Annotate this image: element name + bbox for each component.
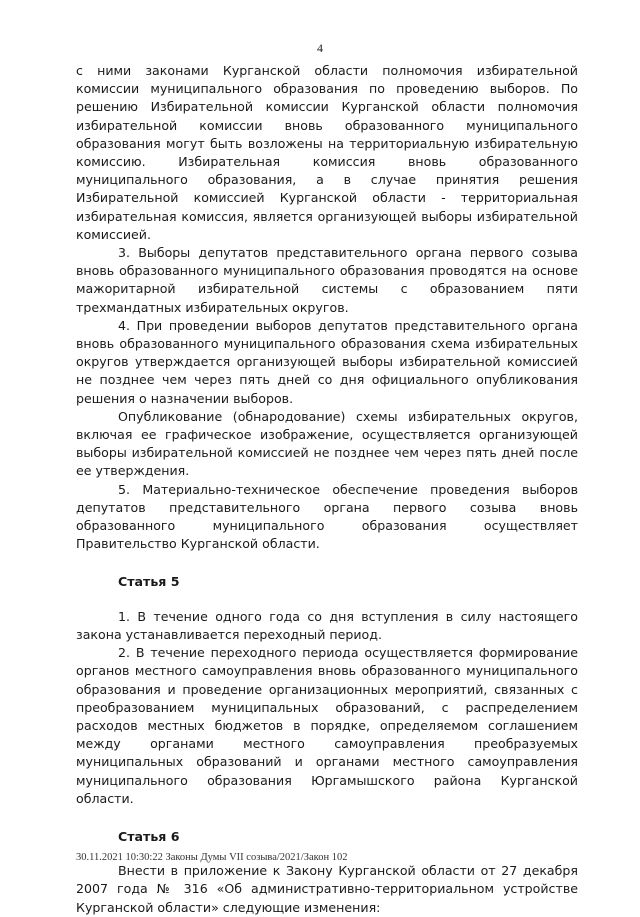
paragraph: 3. Выборы депутатов представительного органа первого созыва вновь образованного муниципального образования проводятся на основе мажоритарной избирательной системы с образованием пяти трехмандатных избирательных округов. — [76, 245, 578, 315]
article-6-heading: Статья 6 — [118, 828, 180, 844]
document-body — [76, 62, 578, 917]
paragraph: 5. Материально-техническое обеспечение проведения выборов депутатов представительного органа первого созыва вновь образованного муниципального образования осуществляет Правительство Курганской области. — [76, 481, 578, 552]
page-number: 4 — [317, 41, 323, 55]
paragraph: 4. При проведении выборов депутатов представительного органа вновь образованного муниципального образования схема избирательных округов утверждается организующей выборы избирательной комиссией не позднее чем через пять дней со дня официального опубликования решения о назначении выборов. — [76, 317, 578, 406]
paragraph: 1. В течение одного года со дня вступления в силу настоящего закона устанавливается переходный период. — [76, 608, 578, 642]
article-5-heading: Статья 5 — [118, 574, 180, 590]
paragraph: с ними законами Курганской области полномочия избирательной комиссии муниципального образования по проведению выборов. По решению Избирательной комиссии Курганской области полномочия избирательной комиссии вновь образованного муниципального образования могут быть возложены на территориальную избирательную комиссию. Избирательная комиссия вновь образованного муниципального образования, а в случае принятия решения Избирательной комиссией Курганской области - территориальная избирательная комиссия, является организующей выборы избирательной комиссией. — [76, 63, 578, 242]
document-footer: 30.11.2021 10:30:22 Законы Думы VII созыва/2021/Закон 102 — [76, 852, 348, 863]
paragraph: Внести в приложение к Закону Курганской области от 27 декабря 2007 года № 316 «Об административно-территориальном устройстве Курганской области» следующие изменения: — [76, 863, 578, 915]
paragraph: Опубликование (обнародование) схемы избирательных округов, включая ее графическое изображение, осуществляется организующей выборы избирательной комиссией не позднее чем через пять дней после ее утверждения. — [76, 408, 578, 479]
paragraph: 2. В течение переходного периода осуществляется формирование органов местного самоуправления вновь образованного муниципального образования и проведение организационных мероприятий, связанных с преобразованием муниципальных образований, с распределением расходов местных бюджетов в порядке, определяемом соглашением между органами местного самоуправления преобразуемых муниципальных образований и органами местного самоуправления муниципального образования Юргамышского района Курганской области. — [76, 645, 578, 806]
